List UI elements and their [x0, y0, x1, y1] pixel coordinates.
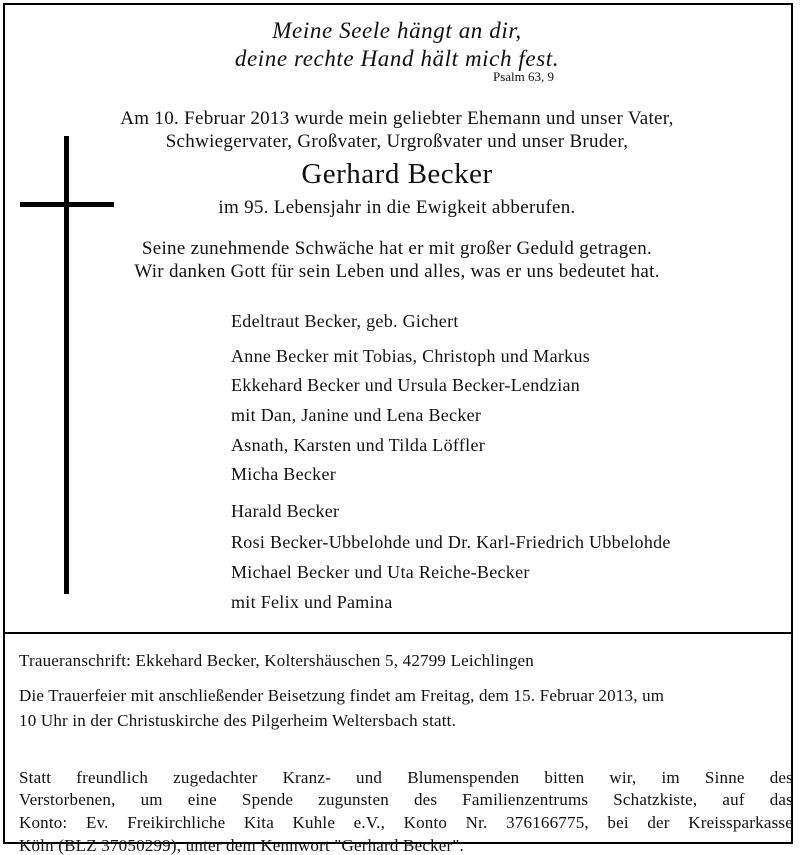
tribute-line-1: Seine zunehmende Schwäche hat er mit großer Geduld getragen. [141, 238, 653, 259]
donation-line-2: Verstorbenen, um eine Spende zugunsten des Familienzentrums Schatzkiste, auf das [19, 790, 793, 809]
family-child-1: Anne Becker mit Tobias, Christoph und Markus [231, 346, 591, 366]
donation-line-3: Konto: Ev. Freikirchliche Kita Kuhle e.V., Konto Nr. 376166775, bei der Kreissparkasse [19, 813, 793, 832]
donation-line-1: Statt freundlich zugedachter Kranz- und Blumenspenden bitten wir, im Sinne des [19, 768, 793, 787]
family-child-3: mit Dan, Janine und Lena Becker [231, 405, 482, 425]
tribute-line-2: Wir danken Gott für sein Leben und alles, was er uns bedeutet hat. [134, 261, 660, 282]
announcement-line-2: Schwiegervater, Großvater, Urgroßvater und unser Bruder, [165, 131, 629, 152]
mourning-address: Traueranschrift: Ekkehard Becker, Koltershäuschen 5, 42799 Leichlingen [19, 651, 534, 670]
deceased-name: Gerhard Becker [301, 158, 493, 190]
family-child-4: Asnath, Karsten und Tilda Löffler [231, 435, 486, 455]
family-sibling-3: Michael Becker und Uta Reiche-Becker [231, 562, 530, 582]
announcement-line-1: Am 10. Februar 2013 wurde mein geliebter Ehemann und unser Vater, [120, 108, 674, 129]
donation-line-4: Köln (BLZ 37050299), unter dem Kennwort "Gerhard Becker". [19, 836, 464, 855]
announcement-line-3: im 95. Lebensjahr in die Ewigkeit abberufen. [218, 197, 576, 218]
motto-line-2: deine rechte Hand hält mich fest. [234, 46, 560, 71]
funeral-line-1: Die Trauerfeier mit anschließender Beisetzung findet am Freitag, dem 15. Februar 2013, um [19, 686, 665, 705]
motto-line-1: Meine Seele hängt an dir, [272, 18, 522, 43]
family-child-2: Ekkehard Becker und Ursula Becker-Lendzian [231, 375, 581, 395]
section-divider [5, 632, 793, 634]
family-child-5: Micha Becker [231, 464, 337, 484]
family-sibling-2: Rosi Becker-Ubbelohde und Dr. Karl-Friedrich Ubbelohde [231, 532, 671, 552]
psalm-reference: Psalm 63, 9 [493, 69, 555, 84]
family-sibling-1: Harald Becker [231, 501, 340, 521]
family-spouse: Edeltraut Becker, geb. Gichert [231, 311, 459, 331]
family-sibling-4: mit Felix und Pamina [231, 592, 393, 612]
funeral-line-2: 10 Uhr in der Christuskirche des Pilgerheim Weltersbach statt. [19, 711, 457, 730]
